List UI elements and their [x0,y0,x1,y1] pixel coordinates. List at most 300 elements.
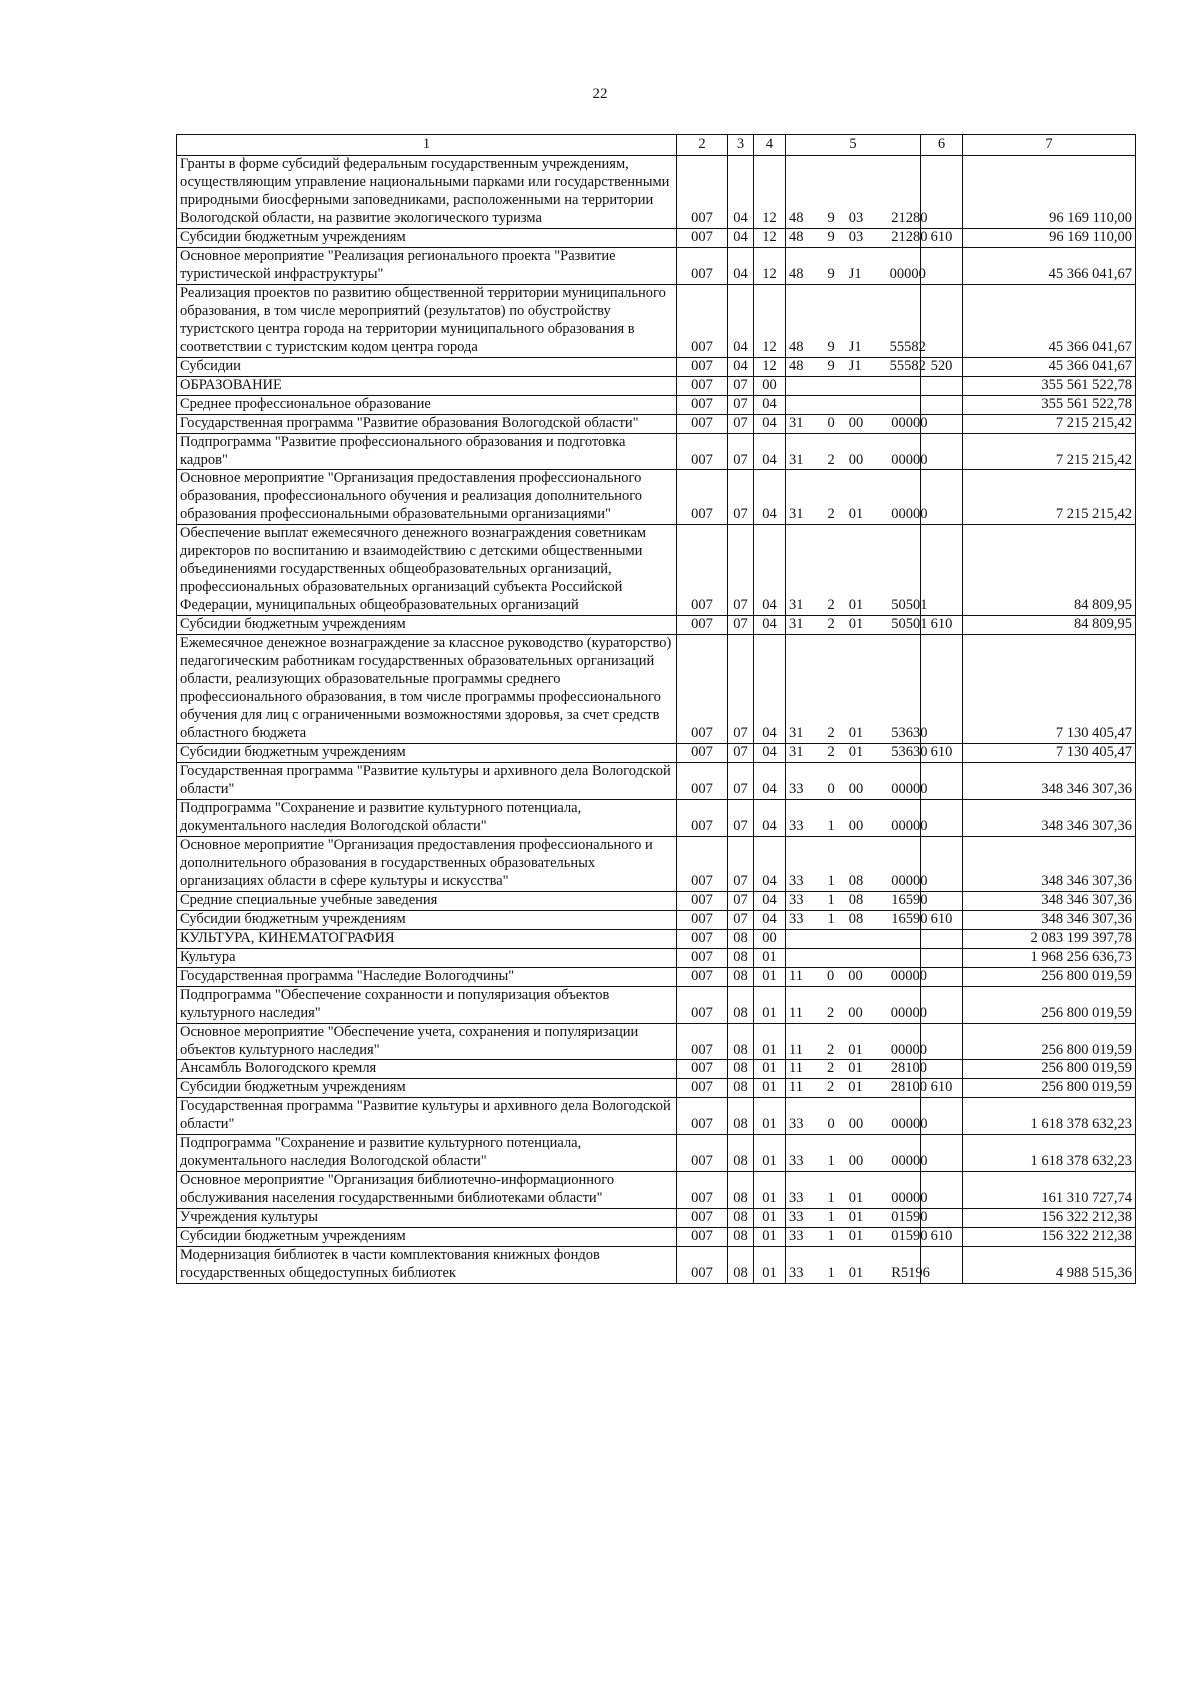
section-code: 07 [728,433,754,470]
target-article-code [786,929,921,948]
section-code: 04 [728,357,754,376]
table-row [177,910,1136,929]
section-code: 08 [728,929,754,948]
expense-type-code [921,929,963,948]
expense-name: Обеспечение выплат ежемесячного денежного вознаграждения советникам директоров по воспитанию и взаимодействию с детскими общественными объединениями государственных общеобразовательных организаций, профессиональных образовательных организаций субъекта Российской Федерации, муниципальных общеобразовательных организаций [177,525,677,616]
target-article-code [786,891,928,910]
column-header: 2 [677,135,728,156]
column-header: 4 [754,135,786,156]
target-article-code [786,433,928,470]
target-code-part: 01 [848,616,864,633]
target-code-part: 2 [827,744,835,760]
subsection-code: 01 [754,967,786,986]
target-code-part: 0 [827,1116,835,1133]
table-row [177,525,1136,616]
expense-type-code: 610 [921,910,963,929]
ministry-code: 007 [677,616,728,635]
target-code-part: 55582 [889,357,926,374]
target-code-part: 1 [827,1228,835,1245]
target-code-part: 31 [789,597,804,614]
table-row [177,744,1136,763]
expense-name: Государственная программа "Наследие Вологодчины" [177,967,677,986]
ministry-code: 007 [677,1023,728,1060]
table-row [177,967,1136,986]
target-code-part: 9 [827,228,835,245]
section-code: 08 [728,986,754,1023]
section-code: 08 [728,948,754,967]
target-code-part: 1 [827,817,835,834]
target-article-code [786,910,928,929]
amount-value: 45 366 041,67 [963,357,1136,376]
amount-value: 348 346 307,36 [963,799,1136,836]
target-code-part: 33 [789,780,804,797]
target-code-part: 2 [827,725,835,742]
section-code: 07 [728,836,754,891]
amount-value: 156 322 212,38 [963,1209,1136,1228]
target-code-part: 48 [789,209,804,226]
target-code-part: 00000 [891,451,928,468]
target-article-code [786,156,928,229]
subsection-code: 04 [754,635,786,744]
target-article-code [786,799,928,836]
amount-value: 1 968 256 636,73 [963,948,1136,967]
table-row [177,284,1136,357]
column-header-row [177,135,1136,156]
amount-value: 84 809,95 [963,525,1136,616]
target-code-part: 01 [848,1228,864,1245]
target-code-part: 01 [848,1060,863,1077]
target-code-part: 01 [848,744,864,760]
target-code-part: 33 [789,1116,804,1133]
target-code-part: 31 [789,725,804,742]
subsection-code: 01 [754,1060,786,1079]
target-code-part: 48 [789,228,804,245]
target-code-part: 11 [789,967,803,984]
ministry-code: 007 [677,357,728,376]
expense-name: Субсидии [177,357,677,376]
table-row [177,891,1136,910]
section-code: 07 [728,635,754,744]
column-header: 5 [786,135,921,156]
table-body [177,156,1136,1284]
target-article-code [786,616,928,635]
target-code-part: 01 [848,1265,864,1282]
subsection-code: 04 [754,433,786,470]
section-code: 07 [728,616,754,635]
target-article-code [786,357,926,376]
table-row [177,635,1136,744]
ministry-code: 007 [677,799,728,836]
subsection-code: 04 [754,799,786,836]
ministry-code: 007 [677,470,728,525]
target-article-code [786,1060,927,1079]
subsection-code: 01 [754,1098,786,1135]
expense-type-code [921,284,963,357]
amount-value: 2 083 199 397,78 [963,929,1136,948]
ministry-code: 007 [677,228,728,247]
subsection-code: 12 [754,156,786,229]
table-row [177,799,1136,836]
target-code-part: R5196 [891,1265,930,1282]
table-row [177,616,1136,635]
target-code-part: 11 [789,1079,803,1096]
target-article-code [786,1023,927,1060]
target-code-part: 21280 [891,228,928,245]
target-code-part: 0 [826,967,835,984]
target-article-code [786,1135,928,1172]
expense-type-code [921,948,963,967]
page-number: 22 [592,86,608,102]
target-code-part: 33 [789,817,804,834]
target-code-part: 01 [848,597,864,614]
target-code-part: 00 [848,1153,864,1170]
target-code-part: 1 [827,1209,835,1226]
amount-value: 355 561 522,78 [963,376,1136,395]
target-code-part: 03 [848,209,864,226]
table-row [177,762,1136,799]
expense-name: ОБРАЗОВАНИЕ [177,376,677,395]
target-code-part: 9 [827,265,835,282]
target-code-part: 33 [789,1190,804,1207]
target-code-part: 16590 [891,891,928,908]
column-header: 3 [728,135,754,156]
amount-value: 45 366 041,67 [963,284,1136,357]
target-code-part: 00 [848,967,863,984]
target-code-part: 00000 [889,265,926,282]
target-code-part: 01 [848,725,864,742]
expense-type-code: 610 [921,1079,963,1098]
section-code: 07 [728,376,754,395]
expense-name: Подпрограмма "Сохранение и развитие культурного потенциала, документального наследия Вологодской области" [177,799,677,836]
expense-type-code [921,376,963,395]
section-code: 07 [728,762,754,799]
amount-value: 4 988 515,36 [963,1247,1136,1284]
expense-name: Государственная программа "Развитие культуры и архивного дела Вологодской области" [177,1098,677,1135]
amount-value: 1 618 378 632,23 [963,1135,1136,1172]
amount-value: 161 310 727,74 [963,1172,1136,1209]
expense-name: Государственная программа "Развитие культуры и архивного дела Вологодской области" [177,762,677,799]
target-code-part: 48 [789,357,804,374]
target-code-part: 53630 [891,744,928,760]
amount-value: 256 800 019,59 [963,1079,1136,1098]
target-code-part: 00000 [891,1116,928,1133]
expense-name: Реализация проектов по развитию общественной территории муниципального образования, в том числе мероприятий (результатов) по обустройству туристского центра города на территории муниципального образования в соответствии с туристским кодом центра города [177,284,677,357]
ministry-code: 007 [677,635,728,744]
expense-name: Основное мероприятие "Организация библиотечно-информационного обслуживания населения государственными библиотеками области" [177,1172,677,1209]
target-code-part: 01 [848,1209,864,1226]
subsection-code: 12 [754,284,786,357]
target-code-part: 11 [789,1041,803,1058]
expense-name: Подпрограмма "Сохранение и развитие культурного потенциала, документального наследия Вологодской области" [177,1135,677,1172]
target-code-part: 31 [789,451,804,468]
target-code-part: 00 [848,780,864,797]
expense-name: Субсидии бюджетным учреждениям [177,744,677,763]
target-article-code [786,836,928,891]
expense-name: Модернизация библиотек в части комплектования книжных фондов государственных общедоступных библиотек [177,1247,677,1284]
amount-value: 96 169 110,00 [963,156,1136,229]
target-article-code [786,1098,928,1135]
amount-value: 7 215 215,42 [963,470,1136,525]
section-code: 08 [728,1023,754,1060]
target-code-part: 31 [789,744,804,760]
amount-value: 256 800 019,59 [963,986,1136,1023]
subsection-code: 12 [754,228,786,247]
expense-name: Подпрограмма "Развитие профессионального образования и подготовка кадров" [177,433,677,470]
target-code-part: J1 [848,265,862,282]
section-code: 07 [728,744,754,763]
target-code-part: 31 [789,414,804,431]
subsection-code: 04 [754,836,786,891]
target-code-part: 1 [827,1153,835,1170]
target-code-part: 00 [848,451,864,468]
target-code-part: 00000 [891,817,928,834]
target-code-part: 0 [827,414,835,431]
target-code-part: 11 [789,1004,803,1021]
expense-type-code: 610 [921,1228,963,1247]
subsection-code: 04 [754,910,786,929]
ministry-code: 007 [677,986,728,1023]
section-code: 07 [728,470,754,525]
target-code-part: 00000 [891,414,928,431]
target-article-code [786,284,926,357]
target-code-part: 33 [789,1228,804,1245]
subsection-code: 01 [754,1023,786,1060]
section-code: 07 [728,414,754,433]
table-row [177,1023,1136,1060]
expense-name: Культура [177,948,677,967]
subsection-code: 01 [754,1228,786,1247]
target-article-code [786,470,928,525]
target-code-part: 2 [827,506,835,523]
amount-value: 348 346 307,36 [963,891,1136,910]
ministry-code: 007 [677,948,728,967]
expense-name: Среднее профессиональное образование [177,395,677,414]
target-code-part: 00000 [891,1190,928,1207]
target-code-part: 16590 [891,910,928,927]
amount-value: 7 215 215,42 [963,414,1136,433]
table-row [177,1079,1136,1098]
subsection-code: 01 [754,1209,786,1228]
ministry-code: 007 [677,1079,728,1098]
ministry-code: 007 [677,395,728,414]
target-code-part: 2 [827,597,835,614]
expense-name: Основное мероприятие "Организация предоставления профессионального и дополнительного образования в государственных образовательных организациях области в сфере культуры и искусства" [177,836,677,891]
section-code: 08 [728,1228,754,1247]
expense-name: Государственная программа "Развитие образования Вологодской области" [177,414,677,433]
subsection-code: 01 [754,1135,786,1172]
target-code-part: 0 [827,780,835,797]
target-code-part: 2 [827,616,835,633]
subsection-code: 01 [754,986,786,1023]
amount-value: 7 215 215,42 [963,433,1136,470]
section-code: 08 [728,967,754,986]
expense-name: КУЛЬТУРА, КИНЕМАТОГРАФИЯ [177,929,677,948]
subsection-code: 01 [754,1079,786,1098]
target-code-part: 00000 [891,780,928,797]
column-header: 7 [963,135,1136,156]
subsection-code: 00 [754,376,786,395]
subsection-code: 04 [754,470,786,525]
amount-value: 348 346 307,36 [963,836,1136,891]
table-row [177,986,1136,1023]
target-code-part: 21280 [891,209,928,226]
section-code: 07 [728,525,754,616]
target-code-part: 1 [827,872,835,889]
amount-value: 7 130 405,47 [963,635,1136,744]
ministry-code: 007 [677,891,728,910]
subsection-code: 04 [754,891,786,910]
ministry-code: 007 [677,1228,728,1247]
amount-value: 45 366 041,67 [963,247,1136,284]
target-code-part: 00 [848,414,864,431]
table-row [177,1209,1136,1228]
table-row [177,395,1136,414]
target-article-code [786,414,928,433]
subsection-code: 00 [754,929,786,948]
amount-value: 96 169 110,00 [963,228,1136,247]
target-article-code [786,1228,928,1247]
table-row [177,929,1136,948]
target-code-part: 00000 [890,1004,927,1021]
section-code: 07 [728,799,754,836]
expense-type-code: 610 [921,616,963,635]
target-article-code [786,1247,930,1284]
table-row [177,836,1136,891]
target-code-part: 1 [827,1190,835,1207]
target-code-part: 55582 [889,338,926,355]
expense-name: Учреждения культуры [177,1209,677,1228]
subsection-code: 01 [754,948,786,967]
amount-value: 256 800 019,59 [963,1060,1136,1079]
target-code-part: J1 [848,357,862,374]
target-code-part: 50501 [891,616,928,633]
target-code-part: 33 [789,1153,804,1170]
expense-name: Гранты в форме субсидий федеральным государственным учреждениям, осуществляющим управление национальными парками или государственными природными биосферными заповедниками, расположенными на территории Вологодской области, на развитие экологического туризма [177,156,677,229]
expense-type-code: 610 [921,744,963,763]
amount-value: 355 561 522,78 [963,395,1136,414]
target-article-code [786,744,928,763]
target-code-part: 2 [827,451,835,468]
target-code-part: 01590 [891,1209,928,1226]
ministry-code: 007 [677,376,728,395]
target-code-part: 08 [848,891,864,908]
ministry-code: 007 [677,910,728,929]
section-code: 07 [728,910,754,929]
section-code: 08 [728,1247,754,1284]
expense-name: Основное мероприятие "Обеспечение учета, сохранения и популяризации объектов культурного наследия" [177,1023,677,1060]
section-code: 07 [728,395,754,414]
target-code-part: 2 [826,1060,835,1077]
target-code-part: J1 [848,338,862,355]
ministry-code: 007 [677,929,728,948]
section-code: 04 [728,228,754,247]
target-code-part: 00000 [890,967,927,984]
ministry-code: 007 [677,762,728,799]
target-code-part: 08 [848,872,864,889]
target-article-code [786,635,928,744]
target-code-part: 33 [789,1265,804,1282]
expense-type-code [921,247,963,284]
target-code-part: 03 [848,228,864,245]
expense-name: Субсидии бюджетным учреждениям [177,228,677,247]
target-code-part: 00000 [891,1153,928,1170]
target-code-part: 01 [848,1041,863,1058]
target-code-part: 11 [789,1060,803,1077]
target-article-code [786,1172,928,1209]
table-row [177,1060,1136,1079]
expense-name: Субсидии бюджетным учреждениям [177,910,677,929]
target-code-part: 33 [789,910,804,927]
table-row [177,1172,1136,1209]
target-article-code [786,1079,927,1098]
column-header: 6 [921,135,963,156]
target-article-code [786,247,926,284]
target-article-code [786,986,927,1023]
target-code-part: 01 [848,1190,864,1207]
target-code-part: 01590 [891,1228,928,1245]
table-row [177,433,1136,470]
target-code-part: 00000 [891,872,928,889]
subsection-code: 04 [754,414,786,433]
table-row [177,247,1136,284]
target-code-part: 01 [848,506,864,523]
target-article-code [786,376,921,395]
target-code-part: 53630 [891,725,928,742]
target-code-part: 00 [848,1004,863,1021]
target-code-part: 9 [827,357,835,374]
target-code-part: 1 [827,1265,835,1282]
table-row [177,948,1136,967]
subsection-code: 12 [754,247,786,284]
expense-name: Ежемесячное денежное вознаграждение за классное руководство (кураторство) педагогическим работникам государственных образовательных организаций области, реализующих образовательные программы среднего профессионального образования, в том числе программы профессионального обучения для лиц с ограниченными возможностями здоровья, за счет средств областного бюджета [177,635,677,744]
expense-name: Подпрограмма "Обеспечение сохранности и популяризация объектов культурного наследия" [177,986,677,1023]
ministry-code: 007 [677,967,728,986]
target-code-part: 00000 [891,506,928,523]
subsection-code: 01 [754,1247,786,1284]
expense-name: Основное мероприятие "Организация предоставления профессионального образования, профессионального обучения и реализация дополнительного образования профессиональными образовательными организациями" [177,470,677,525]
section-code: 04 [728,247,754,284]
subsection-code: 04 [754,525,786,616]
target-article-code [786,948,921,967]
table-row [177,1098,1136,1135]
table-row [177,156,1136,229]
ministry-code: 007 [677,284,728,357]
section-code: 08 [728,1060,754,1079]
target-article-code [786,967,927,986]
target-article-code [786,762,928,799]
ministry-code: 007 [677,1135,728,1172]
subsection-code: 04 [754,616,786,635]
ministry-code: 007 [677,1060,728,1079]
target-code-part: 33 [789,872,804,889]
amount-value: 256 800 019,59 [963,1023,1136,1060]
target-article-code [786,525,928,616]
subsection-code: 04 [754,744,786,763]
ministry-code: 007 [677,414,728,433]
table-row [177,1135,1136,1172]
table-row [177,228,1136,247]
table-row [177,414,1136,433]
expense-name: Субсидии бюджетным учреждениям [177,616,677,635]
section-code: 04 [728,284,754,357]
expense-name: Основное мероприятие "Реализация регионального проекта "Развитие туристической инфраструктуры" [177,247,677,284]
subsection-code: 04 [754,395,786,414]
target-article-code [786,228,928,247]
table-row [177,376,1136,395]
subsection-code: 12 [754,357,786,376]
table-row [177,470,1136,525]
ministry-code: 007 [677,1098,728,1135]
